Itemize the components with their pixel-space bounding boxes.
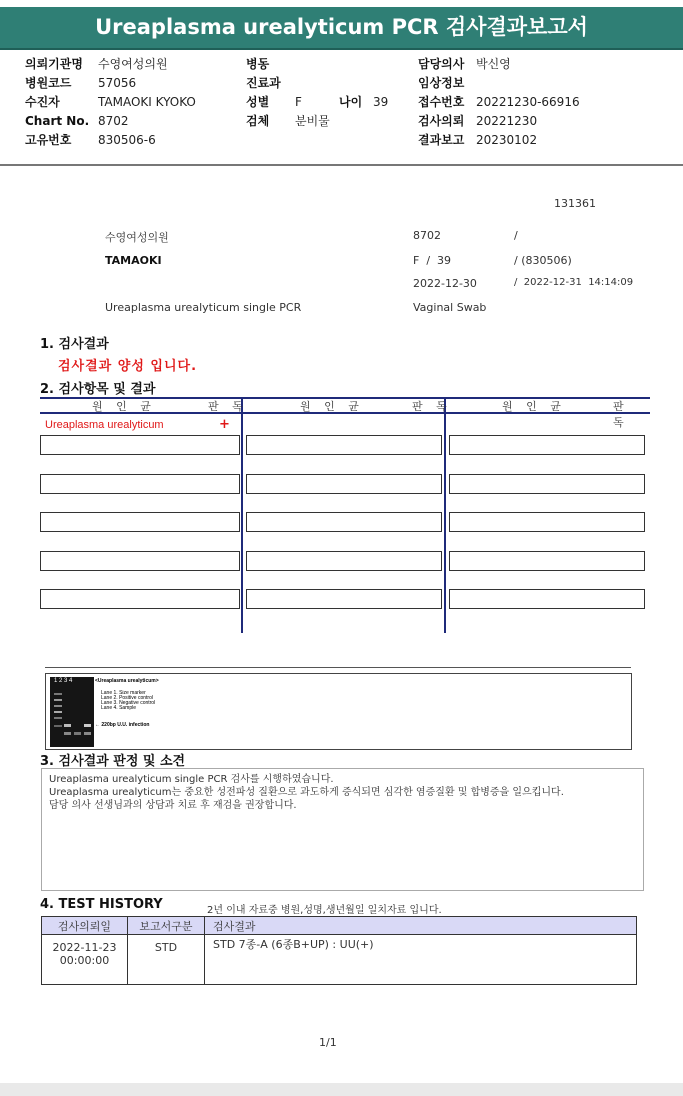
info-institution: 수영여성의원 [105,231,169,244]
header-col-1-values [98,55,196,150]
gel-figure [45,673,632,750]
col-result-1: 판 독 [208,400,248,413]
gel-legend-4: Lane 4. Sample [101,705,137,711]
opinion-line-1: Ureaplasma urealyticum single PCR 검사를 시행하였습니다. [49,774,334,785]
empty-cell [246,474,442,494]
empty-cell [40,435,240,455]
request-value: 20221230 [476,114,538,128]
code-label: 병원코드 [25,76,72,90]
info-request-date: 2022-12-30 [413,277,477,290]
opinion-line-2: Ureaplasma urealyticum는 중요한 성전파성 질환으로 과도하게 증식되면 심각한 염증질환 및 합병증을 일으킵니다. [49,787,564,798]
ward-label: 병동 [246,57,270,71]
clinical-label: 임상정보 [418,76,465,90]
history-col-result: 검사결과 [205,917,637,935]
institution-label: 의뢰기관명 [25,57,83,71]
history-date-cell [42,935,128,985]
receipt-value: 20221230-66916 [476,95,580,109]
receipt-label: 접수번호 [418,95,465,109]
specimen-label: 검체 [246,114,270,128]
result-positive-mark: + [219,417,230,432]
col-pathogen-3: 원 인 균 [502,400,566,413]
chart-value: 8702 [98,114,129,128]
gel-band-label: ← 220bp U.U. infection [95,722,150,728]
history-note: 2년 이내 자료중 병원,성명,생년월일 일치자료 입니다. [207,905,442,916]
empty-cell [246,512,442,532]
header-col-2 [246,55,281,131]
doctor-value: 박신영 [476,57,511,71]
page-number: 1/1 [319,1036,337,1049]
empty-cell [449,551,645,571]
info-test-name: Ureaplasma urealyticum single PCR [105,301,302,314]
info-specimen: Vaginal Swab [413,301,487,314]
history-header-row [42,917,637,935]
empty-cell [40,512,240,532]
report-title: Ureaplasma urealyticum PCR 검사결과보고서 [0,7,683,50]
doctor-label: 담당의사 [418,57,465,71]
header-col-3-values [476,55,580,150]
sex-label: 성별 [246,95,270,109]
header-col-3 [418,55,464,150]
patient-value: TAMAOKI KYOKO [98,95,196,109]
gel-top-rule [45,667,631,668]
gel-legend-3: Lane 3. Negative control [101,700,156,706]
results-grid [40,397,650,633]
result-message: 검사결과 양성 입니다. [58,359,198,374]
grid-divider-1 [241,397,243,633]
report-label: 결과보고 [418,133,465,147]
section1-title: 1. 검사결과 [40,337,109,352]
age-label: 나이 [339,95,363,109]
info-patient: TAMAOKI [105,254,162,267]
info-chart: 8702 [413,229,441,242]
unique-value: 830506-6 [98,133,156,147]
dept-label: 진료과 [246,76,281,90]
empty-cell [246,589,442,609]
unique-label: 고유번호 [25,133,72,147]
empty-cell [246,551,442,571]
patient-label: 수진자 [25,95,60,109]
empty-cell [40,589,240,609]
opinion-line-3: 담당 의사 선생님과의 상담과 치료 후 재검을 권장합니다. [49,800,297,811]
col-result-2: 판 독 [412,400,452,413]
empty-cell [246,435,442,455]
gel-lane-numbers: 1 2 3 4 [54,678,73,684]
gel-legend-1: Lane 1. Size marker [101,690,146,696]
info-slash: / [514,229,518,242]
col-pathogen-1: 원 인 균 [92,400,156,413]
empty-cell [40,474,240,494]
section4-title: 4. TEST HISTORY [40,897,163,912]
history-col-type: 보고서구분 [128,917,205,935]
grid-divider-2 [444,397,446,633]
info-report-datetime: / 2022-12-31 14:14:09 [514,277,634,288]
report-id: 131361 [554,197,596,210]
info-birth: / (830506) [514,254,572,267]
gel-electrophoresis-image [50,677,94,747]
empty-cell [40,551,240,571]
header-divider [0,164,683,166]
section3-title: 3. 검사결과 판정 및 소견 [40,754,186,769]
chart-label: Chart No. [25,114,90,128]
opinion-box [41,768,644,891]
history-time: 00:00:00 [59,954,110,967]
gel-legend-2: Lane 2. Positive control [101,695,153,701]
history-date: 2022-11-23 [52,941,117,954]
history-result: STD 7종-A (6종B+UP) : UU(+) [205,935,637,985]
history-col-date: 검사의뢰일 [42,917,128,935]
code-value: 57056 [98,76,137,90]
institution-value: 수영여성의원 [98,57,168,71]
specimen-value: 분비물 [295,114,330,128]
empty-cell [449,435,645,455]
report-value: 20230102 [476,133,538,147]
col-result-3: 판 독 [613,400,629,429]
sex-value: F [295,95,302,109]
history-type: STD [128,935,205,985]
empty-cell [449,474,645,494]
gel-bands-icon [50,677,94,747]
section2-title: 2. 검사항목 및 결과 [40,382,156,397]
age-value: 39 [373,95,389,109]
empty-cell [449,589,645,609]
request-label: 검사의뢰 [418,114,465,128]
table-row [42,935,637,985]
gel-title: <Ureaplasma urealyticum> [95,678,159,684]
header-col-1 [25,55,89,150]
col-pathogen-2: 원 인 균 [300,400,364,413]
result-pathogen-name: Ureaplasma urealyticum [45,419,164,431]
history-table [41,916,637,985]
info-sex-age: F / 39 [413,254,452,267]
empty-cell [449,512,645,532]
